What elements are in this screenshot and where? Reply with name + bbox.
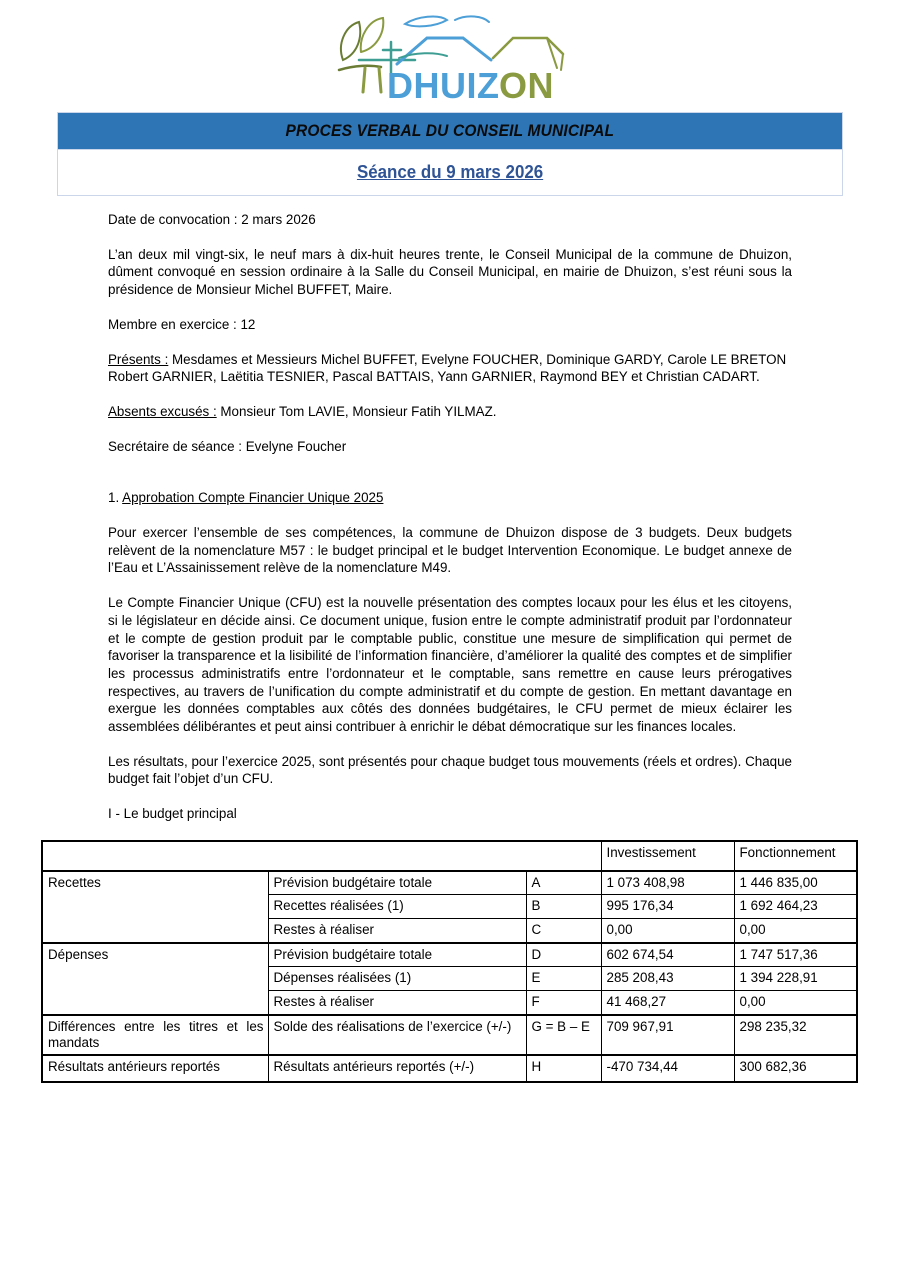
document-title: PROCES VERBAL DU CONSEIL MUNICIPAL	[285, 121, 615, 140]
cell-fonctionnement: 1 446 835,00	[734, 871, 857, 895]
presents-names-1: Mesdames et Messieurs Michel BUFFET, Evelyne FOUCHER, Dominique GARDY, Carole LE BRETON	[168, 351, 787, 367]
title-box	[57, 112, 843, 196]
cell-investissement: -470 734,44	[601, 1055, 734, 1082]
cell-fonctionnement: 300 682,36	[734, 1055, 857, 1082]
cell-investissement: 0,00	[601, 919, 734, 943]
absents-names: Monsieur Tom LAVIE, Monsieur Fatih YILMAZ.	[216, 403, 497, 419]
subtitle-bar	[58, 149, 842, 195]
convocation-date: Date de convocation : 2 mars 2026	[108, 212, 316, 227]
section-1-number: 1.	[108, 490, 123, 506]
row-label: Restes à réaliser	[268, 919, 526, 943]
budget-table-wrap	[41, 840, 900, 1083]
row-code: H	[526, 1055, 601, 1082]
budget-table	[41, 840, 858, 1083]
cell-investissement: 1 073 408,98	[601, 871, 734, 895]
section-1-paragraph-1: Pour exercer l’ensemble de ses compétences, la commune de Dhuizon dispose de 3 budgets. Deux budgets relèvent de la nomenclature M57 : le budget principal et le budget Intervention Economique. Le budget annexe de l’Eau et L’Assainissement relève de la nomenclature M49.	[108, 525, 792, 576]
row-code: B	[526, 895, 601, 919]
cell-fonctionnement: 1 747 517,36	[734, 943, 857, 967]
presents-paragraph	[108, 351, 792, 386]
row-code: G = B – E	[526, 1015, 601, 1055]
group-label-depenses: Dépenses	[42, 943, 268, 1015]
group-label-recettes: Recettes	[42, 871, 268, 943]
cell-investissement: 995 176,34	[601, 895, 734, 919]
intro-paragraph: L’an deux mil vingt-six, le neuf mars à dix-huit heures trente, le Conseil Municipal de la commune de Dhuizon, dûment convoqué en session ordinaire à la Salle du Conseil Municipal, en mairie de Dhuizon, s’est réuni sous la présidence de Monsieur Michel BUFFET, Maire.	[108, 246, 792, 298]
session-date: Séance du 9 mars 2026	[356, 162, 544, 182]
row-label: Prévision budgétaire totale	[268, 871, 526, 895]
row-label: Dépenses réalisées (1)	[268, 967, 526, 991]
table-corner-cell	[42, 841, 601, 871]
row-code: E	[526, 967, 601, 991]
row-label: Restes à réaliser	[268, 991, 526, 1015]
cell-fonctionnement: 1 692 464,23	[734, 895, 857, 919]
dhuizon-logo-drawing	[335, 8, 565, 105]
absents-paragraph	[108, 403, 792, 421]
dhuizon-logo	[335, 8, 565, 105]
section-1-title: Approbation Compte Financier Unique 2025	[122, 490, 384, 506]
logo-wordmark-blue: DHUIZ	[387, 65, 500, 105]
row-code: F	[526, 991, 601, 1015]
cell-investissement: 709 967,91	[601, 1015, 734, 1055]
section-1-paragraph-2: Le Compte Financier Unique (CFU) est la nouvelle présentation des comptes locaux pour les élus et les citoyens, si le législateur en décide ainsi. Ce document unique, fusion entre le compte administratif produit par l’ordonnateur et le compte de gestion produit par le comptable public, constitue une mesure de simplification qui permet de favoriser la transparence et la lisibilité de l’information financière, d’améliorer la qualité des comptes et de simplifier les processus administratifs entre l’ordonnateur et le comptable, sans remettre en cause leurs prérogatives respectives, au travers de l’unification du compte administratif et du compte de gestion. En mettant davantage en exergue les données comptables aux côtés des données budgétaires, le CFU permet de mieux éclairer les assemblées délibérantes et peut ainsi contribuer à enrichir le débat démocratique sur les finances locales.	[108, 595, 792, 735]
row-label: Prévision budgétaire totale	[268, 943, 526, 967]
cell-investissement: 41 468,27	[601, 991, 734, 1015]
cell-fonctionnement: 298 235,32	[734, 1015, 857, 1055]
presents-names-2: Robert GARNIER, Laëtitia TESNIER, Pascal BATTAIS, Yann GARNIER, Raymond BEY et Christian CADART.	[108, 369, 760, 385]
cell-investissement: 602 674,54	[601, 943, 734, 967]
row-code: D	[526, 943, 601, 967]
cell-fonctionnement: 1 394 228,91	[734, 967, 857, 991]
group-label-differences: Différences entre les titres et les mandats	[42, 1015, 268, 1055]
logo-wordmark-green: ON	[499, 65, 554, 105]
row-label: Solde des réalisations de l’exercice (+/-)	[268, 1015, 526, 1055]
row-code: A	[526, 871, 601, 895]
section-1-paragraph-3: Les résultats, pour l’exercice 2025, sont présentés pour chaque budget tous mouvements (réels et ordres). Chaque budget fait l’objet d’un CFU.	[108, 753, 792, 787]
section-1-heading	[108, 489, 792, 507]
cell-fonctionnement: 0,00	[734, 991, 857, 1015]
row-label: Recettes réalisées (1)	[268, 895, 526, 919]
cell-fonctionnement: 0,00	[734, 919, 857, 943]
members-count: Membre en exercice : 12	[108, 316, 256, 332]
col-header-fonctionnement: Fonctionnement	[734, 841, 857, 871]
presents-label: Présents :	[108, 351, 169, 367]
cell-investissement: 285 208,43	[601, 967, 734, 991]
group-label-resultats: Résultats antérieurs reportés	[42, 1055, 268, 1082]
row-code: C	[526, 919, 601, 943]
budget-sub-heading: I - Le budget principal	[108, 806, 237, 822]
title-bar	[58, 113, 842, 149]
document-body	[0, 196, 900, 823]
row-label: Résultats antérieurs reportés (+/-)	[268, 1055, 526, 1082]
document-page	[0, 8, 900, 1281]
secretary-line: Secrétaire de séance : Evelyne Foucher	[108, 438, 347, 454]
col-header-investissement: Investissement	[601, 841, 734, 871]
absents-label: Absents excusés :	[108, 403, 217, 419]
